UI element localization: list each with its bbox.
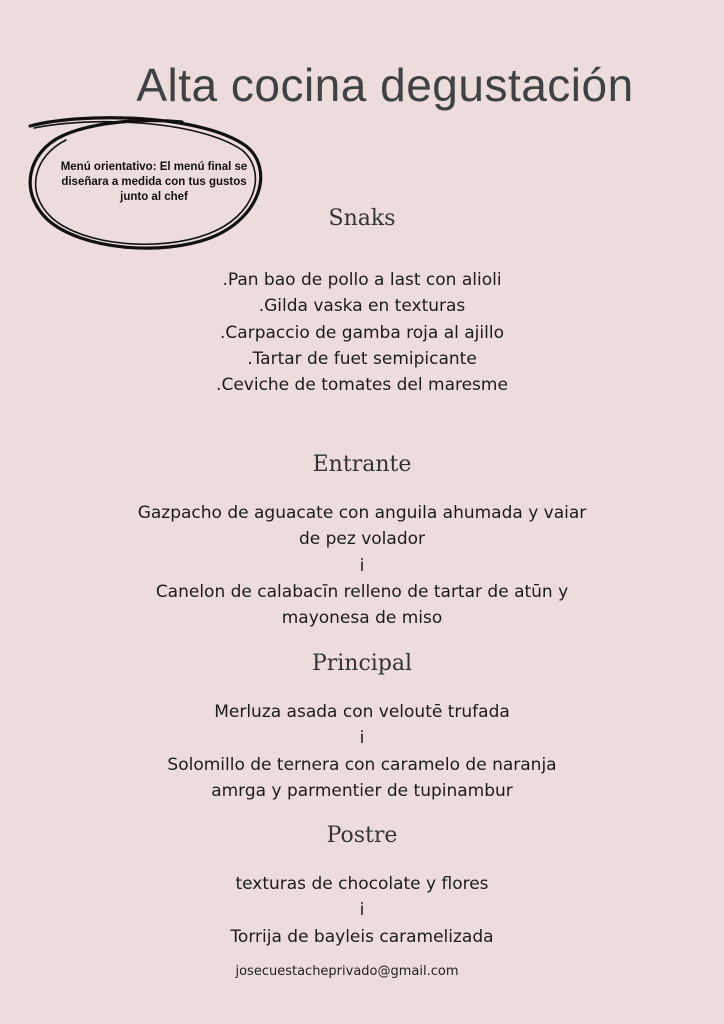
menu-item: amrga y parmentier de tupinambur [211,780,513,801]
menu-item: .Gilda vaska en texturas [258,296,466,317]
menu-separator: i [359,900,365,921]
section-items-principal [40,699,684,804]
menu-separator: i [359,728,365,749]
menu-item: Gazpacho de aguacate con anguila ahumada y vaiar [137,503,587,523]
section-items-entrante [40,500,684,631]
menu-item: Merluza asada con veloutē trufada [214,702,510,722]
menu-item: Torrija de bayleis caramelizada [230,926,494,947]
section-items-postre [40,871,684,950]
note-line: junto al chef [120,191,188,203]
section-title-entrante: Entrante [312,452,412,477]
section-title-postre: Postre [326,823,398,848]
menu-item: .Tartar de fuet semipicante [247,348,477,369]
section-title-principal: Principal [311,651,413,676]
menu-item: .Ceviche de tomates del maresme [216,375,508,396]
menu-item: .Pan bao de pollo a last con alioli [222,270,502,290]
menu-item: de pez volador [298,529,425,550]
menu-item: texturas de chocolate y flores [235,874,489,894]
menu-item: mayonesa de miso [281,608,443,629]
note-line: diseñara a medida con tus gustos [61,176,247,188]
page-title: Alta cocina degustación [136,59,634,111]
section-title-snaks: Snaks [328,206,396,231]
note-stamp [22,112,268,252]
menu-item: Canelon de calabacīn relleno de tartar de atūn y [155,581,569,602]
menu-item: .Carpaccio de gamba roja al ajillo [220,322,504,343]
note-line: Menú orientativo: El menú final se [60,161,248,173]
menu-item: Solomillo de ternera con caramelo de naranja [167,754,557,775]
section-items-snaks [40,267,684,398]
note-text [32,160,276,205]
contact-email[interactable]: josecuestacheprivado@gmail.com [235,964,459,979]
menu-separator: i [359,555,365,576]
